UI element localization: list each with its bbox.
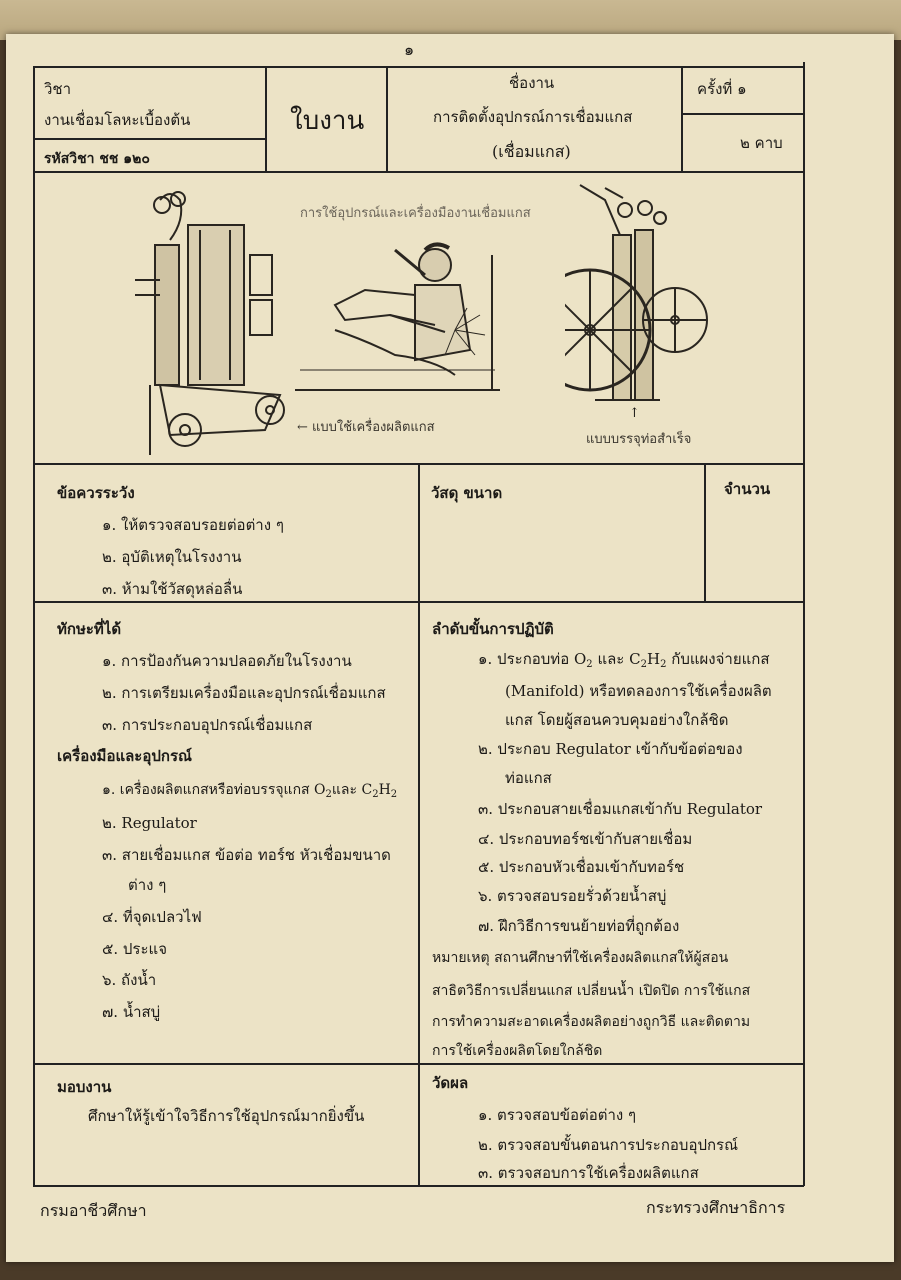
evaluation-heading: วัดผล bbox=[432, 1074, 469, 1092]
procedure-step-cont: ท่อแกส bbox=[505, 769, 552, 787]
tool-item: ๒. Regulator bbox=[102, 814, 197, 832]
job-title-sub: (เชื่อมแกส) bbox=[492, 142, 571, 161]
job-title: การติดตั้งอุปกรณ์การเชื่อมแกส bbox=[433, 108, 633, 126]
procedure-step: ๓. ประกอบสายเชื่อมแกสเข้ากับ Regulator bbox=[478, 800, 763, 818]
page-number: ๑ bbox=[404, 40, 415, 59]
procedure-step: ๕. ประกอบหัวเชื่อมเข้ากับทอร์ช bbox=[478, 858, 685, 876]
cylinder-cart-illustration bbox=[565, 180, 715, 420]
tool-item: ต่าง ๆ bbox=[128, 876, 167, 894]
subject-code: รหัสวิชา ชช ๑๒๐ bbox=[44, 151, 150, 167]
procedure-heading: ลำดับขั้นการปฏิบัติ bbox=[432, 620, 554, 638]
procedure-step: ๒. ประกอบ Regulator เข้ากับข้อต่อของ bbox=[478, 740, 743, 758]
subject-name: งานเชื่อมโลหะเบื้องต้น bbox=[44, 111, 191, 129]
tool-item: ๖. ถังน้ำ bbox=[102, 971, 157, 989]
footer-ministry: กระทรวงศึกษาธิการ bbox=[646, 1198, 786, 1217]
note-line: สาธิตวิธีการเปลี่ยนแกส เปลี่ยนน้ำ เปิดปิด การใช้แกส bbox=[432, 983, 751, 999]
note-line: การทำความสะอาดเครื่องผลิตอย่างถูกวิธี และติดตาม bbox=[432, 1014, 751, 1030]
precaution-item: ๑. ให้ตรวจสอบรอยต่อต่าง ๆ bbox=[102, 516, 284, 534]
footer-department: กรมอาชีวศึกษา bbox=[40, 1201, 147, 1220]
evaluation-item: ๑. ตรวจสอบข้อต่อต่าง ๆ bbox=[478, 1106, 637, 1124]
skill-item: ๑. การป้องกันความปลอดภัยในโรงงาน bbox=[102, 652, 352, 670]
evaluation-item: ๓. ตรวจสอบการใช้เครื่องผลิตแกส bbox=[478, 1164, 699, 1182]
cylinder-arrow: ↑ bbox=[629, 406, 640, 421]
skills-heading: ทักษะที่ได้ bbox=[57, 620, 122, 638]
procedure-step: ๖. ตรวจสอบรอยรั่วด้วยน้ำสบู่ bbox=[478, 887, 667, 905]
evaluation-item: ๒. ตรวจสอบขั้นตอนการประกอบอุปกรณ์ bbox=[478, 1136, 739, 1154]
note-line: การใช้เครื่องผลิตโดยใกล้ชิด bbox=[432, 1043, 603, 1059]
procedure-step-cont: (Manifold) หรือทดลองการใช้เครื่องผลิต bbox=[505, 682, 772, 700]
periods: ๒ คาบ bbox=[740, 134, 783, 152]
quantity-heading: จำนวน bbox=[724, 480, 771, 498]
session: ครั้งที่ ๑ bbox=[697, 80, 747, 98]
skill-item: ๓. การประกอบอุปกรณ์เชื่อมแกส bbox=[102, 716, 313, 734]
materials-heading: วัสดุ ขนาด bbox=[431, 484, 503, 502]
cylinder-caption: แบบบรรจุท่อสำเร็จ bbox=[586, 432, 692, 447]
job-label: ชื่องาน bbox=[509, 74, 555, 92]
precaution-item: ๒. อุบัติเหตุในโรงงาน bbox=[102, 548, 242, 566]
tool-item: ๕. ประแจ bbox=[102, 940, 167, 958]
doc-type: ใบงาน bbox=[290, 106, 365, 136]
tool-item: ๑. เครื่องผลิตแกสหรือท่อบรรจุแกส $O_2$และ $C_2H_2$ bbox=[102, 782, 398, 800]
procedure-step: ๗. ฝึกวิธีการขนย้ายท่อที่ถูกต้อง bbox=[478, 917, 680, 935]
assignment-heading: มอบงาน bbox=[57, 1078, 112, 1096]
skill-item: ๒. การเตรียมเครื่องมือและอุปกรณ์เชื่อมแกส bbox=[102, 684, 386, 702]
generator-caption: ← แบบใช้เครื่องผลิตแกส bbox=[297, 420, 435, 435]
precautions-heading: ข้อควรระวัง bbox=[57, 484, 135, 502]
tools-heading: เครื่องมือและอุปกรณ์ bbox=[57, 747, 192, 765]
tool-item: ๔. ที่จุดเปลวไฟ bbox=[102, 908, 202, 926]
illustration-caption: การใช้อุปกรณ์และเครื่องมืองานเชื่อมแกส bbox=[300, 206, 531, 221]
subject-label: วิชา bbox=[44, 80, 72, 98]
tool-item: ๗. น้ำสบู่ bbox=[102, 1003, 161, 1021]
tool-item: ๓. สายเชื่อมแกส ข้อต่อ ทอร์ช หัวเชื่อมขนาด bbox=[102, 846, 391, 864]
assignment-text: ศึกษาให้รู้เข้าใจวิธีการใช้อุปกรณ์มากยิ่งขึ้น bbox=[88, 1107, 365, 1125]
procedure-step-cont: แกส โดยผู้สอนควบคุมอย่างใกล้ชิด bbox=[505, 711, 729, 729]
note-line: หมายเหตุ สถานศึกษาที่ใช้เครื่องผลิตแกสให้ผู้สอน bbox=[432, 950, 729, 966]
welder-illustration bbox=[295, 230, 505, 395]
precaution-item: ๓. ห้ามใช้วัสดุหล่อลื่น bbox=[102, 580, 243, 598]
procedure-step: ๑. ประกอบท่อ $O_2$ และ $C_2H_2$ กับแผงจ่ายแกส bbox=[478, 650, 770, 670]
gas-generator-illustration bbox=[130, 185, 290, 460]
procedure-step: ๔. ประกอบทอร์ชเข้ากับสายเชื่อม bbox=[478, 830, 693, 848]
